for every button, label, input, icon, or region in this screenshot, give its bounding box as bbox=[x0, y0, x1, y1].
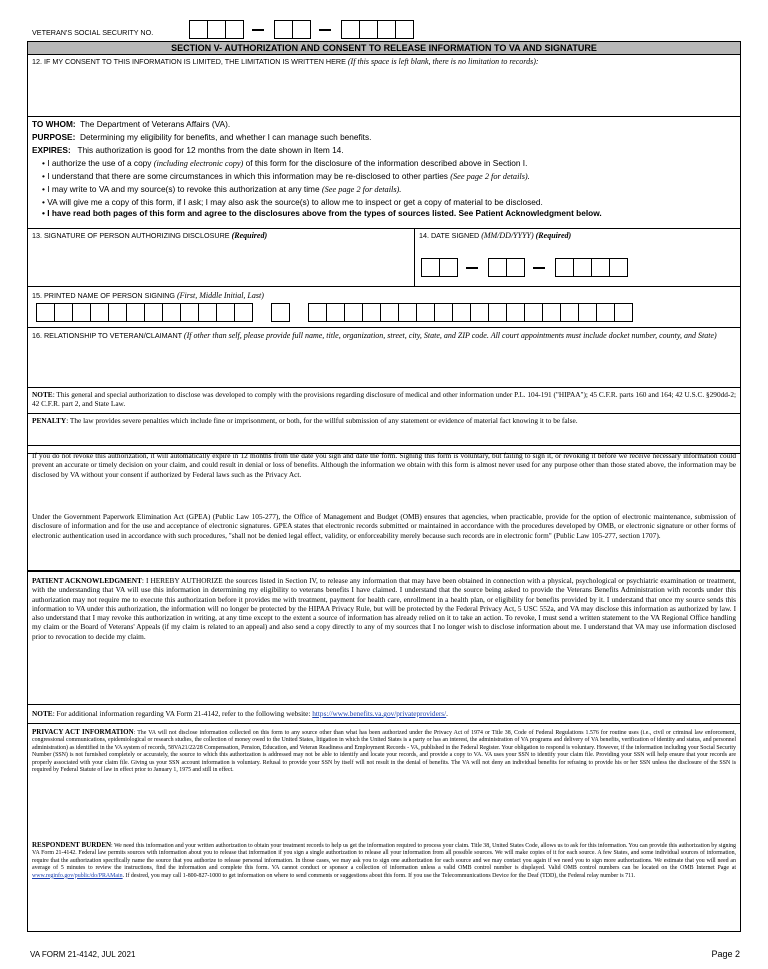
privacy-act-info: PRIVACY ACT INFORMATION: The VA will not disclose information collected on this form to any source other than what has been authorized under the Privacy Act of 1974 or Title 38, Code of Federal Regulations 1.576 for routine uses (i.e., civil or criminal law enforcement, congressional communications, epidemiological or research studies, the collection of money owed to the United States, litigation in which the United States is a party or has an interest, the administration of VA programs and delivery of VA benefits, verification of identity and status, and personnel administration) as identified in the VA system of records, 58VA21/22/28 Compensation, Pension, Education, and Veteran Readiness and Employment Records - VA, published in the Federal Register. Your obligation to respond is voluntary. However, if the information including your Social Security Number (SSN) is not furnished completely or accurately, the source to which this authorization is addressed may not be able to identify and locate your records, and provide a copy to VA. VA uses your SSN to identify your claim file. Providing your SSN will help ensure that your records are properly associated with your claim file. Giving us your SSN account information is voluntary. Refusal to provide your SSN by itself will not result in the denial of benefits. The VA will not deny an individual benefits for refusing to provide his or her SSN unless the disclosure of the SSN is required by Federal Statute of law in effect prior to January 1, 1975 and still in effect. bbox=[32, 728, 736, 774]
patient-acknowledgment: PATIENT ACKNOWLEDGMENT: I HEREBY AUTHORIZE the sources listed in Section IV, to release any information that may have been obtained in connection with a physical, psychological or psychiatric examination or treatment, with the understanding that VA will use this information in determining my eligibility to veterans benefits I have claimed. I understand that the source being asked to provide the Veterans Benefits Administration with records under this authorization may not require me to execute this authorization before it provides me with treatment, payment for health care, enrollment in a health plan, or eligibility for benefits provided by it. I understand that once my source sends this information to VA under this authorization, the information will no longer be protected by the HIPAA Privacy Rule, but will be protected by the Federal Privacy Act, 5 USC 552a, and VA may disclose this information as authorized by law. I also understand that I may revoke this authorization in writing, at any time except to the extent a source of information has already relied on it to take an action. To revoke, I must send a written statement to the VA Regional Office handling my claim or the Board of Veterans' Appeals (if my claim is related to an appeal) and also send a copy directly to any of my sources that I no longer wish to disclose information about me. I understand that VA may use information disclosed prior to revocation to decide my claim. bbox=[32, 576, 737, 641]
bullet-redisclosure: • I understand that there are some circumstances in which this information may be re-disclosed to other parties (See page 2 for details). bbox=[42, 171, 530, 181]
section-title: SECTION V- AUTHORIZATION AND CONSENT TO RELEASE INFORMATION TO VA AND SIGNATURE bbox=[28, 42, 740, 55]
penalty-notice: PENALTY: The law provides severe penalties which include fine or imprisonment, or both, for the willful submission of any statement or evidence of material fact knowing it to be false. bbox=[32, 416, 578, 425]
note-website: NOTE: For additional information regarding VA Form 21-4142, refer to the following website: https://www.benefits.va.gov/privateproviders/. bbox=[32, 709, 448, 718]
note-hipaa: NOTE: This general and special authorization to disclose was developed to comply with the provisions regarding disclosure of medical and other information under P.L. 104-191 ("HIPAA"); 45 C.F.R. parts 160 and 164; 42 U.S.C. §290dd-2; 42 C.F.R. part 2, and State Law. bbox=[32, 390, 736, 409]
bullet-agreement: • I have read both pages of this form and agree to the disclosures above from the types of sources listed. See Patient Acknowledgment below. bbox=[42, 208, 602, 218]
reginfo-link[interactable]: www.reginfo.gov/public/do/PRAMain bbox=[32, 872, 123, 879]
signature-field[interactable] bbox=[28, 240, 414, 286]
respondent-burden: RESPONDENT BURDEN: We need this information and your written authorization to obtain your treatment records to help us get the information required to process your claim. Title 38, United States Code, allows us to ask for this information. You can provide this authorization by signing VA Form 21-4142. Federal law permits sources with information about you to release that information if you sign a single authorization to release all your information from all possible sources. We will make copies of it for each source. A few States, and some individual sources of information, require that the authorization specifically name the source that you authorize to release personal information. In those cases, we may ask you to sign one authorization for each source and we may contact you again if we need you to sign more authorizations. We estimate that you will need an average of 5 minutes to review the instructions, find the information and complete this form. VA cannot conduct or sponsor a collection of information unless a valid OMB control number is displayed. Valid OMB control numbers can be located on the OMB Internet Page at www.reginfo.gov/public/do/PRAMain. If desired, you may call 1-800-827-1000 to get information on where to send comments or suggestions about this form. If you use the Telecommunications Device for the Deaf (TDD), the Federal relay number is 711. bbox=[32, 841, 736, 879]
date-signed-field[interactable] bbox=[421, 258, 627, 277]
purpose: PURPOSE: Determining my eligibility for benefits, and whether I can manage such benefits. bbox=[32, 132, 372, 142]
item13-label: 13. SIGNATURE OF PERSON AUTHORIZING DISCLOSURE (Required) bbox=[32, 231, 268, 240]
printed-name-field[interactable] bbox=[36, 303, 632, 322]
gpea-paragraph: Under the Government Paperwork Elimination Act (GPEA) (Public Law 105-277), the Office of Management and Budget (OMB) ensures that agencies, when practicable, provide for the option of electronic maintenance, submission of disclosure of information and for the use and acceptance of electronic signatures. GPEA states that electronic records submitted or maintained in accordance with the procedures developed by OMB, or electronic signature or other forms of electronic authentication used in accordance with such procedures, "shall not be denied legal effect, validity, or enforceability merely because such records are in electronic form" (Public Law 105-277, section 1707). bbox=[32, 512, 736, 540]
ssn-label: VETERAN'S SOCIAL SECURITY NO. bbox=[32, 28, 154, 37]
item12-label: 12. IF MY CONSENT TO THIS INFORMATION IS LIMITED, THE LIMITATION IS WRITTEN HERE (If this space is left blank, there is no limitation to records): bbox=[32, 57, 539, 66]
item16-label: 16. RELATIONSHIP TO VETERAN/CLAIMANT (If other than self, please provide full name, title, organization, street, city, State, and ZIP code. All court appointments must include docket number, county, and State) bbox=[32, 331, 717, 340]
item15-label: 15. PRINTED NAME OF PERSON SIGNING (First, Middle Initial, Last) bbox=[32, 291, 264, 300]
page-number: Page 2 bbox=[711, 949, 740, 959]
privateproviders-link[interactable]: https://www.benefits.va.gov/privateproviders/ bbox=[312, 709, 447, 718]
expires: EXPIRES: This authorization is good for 12 months from the date shown in Item 14. bbox=[32, 145, 344, 155]
bullet-electronic-copy: • I authorize the use of a copy (including electronic copy) of this form for the disclosure of the information described above in Section I. bbox=[42, 158, 528, 168]
item12-input[interactable] bbox=[28, 68, 740, 116]
bullet-revoke: • I may write to VA and my source(s) to revoke this authorization at any time (See page 2 for details). bbox=[42, 184, 402, 194]
form-id: VA FORM 21-4142, JUL 2021 bbox=[30, 950, 136, 959]
to-whom: TO WHOM: The Department of Veterans Affairs (VA). bbox=[32, 119, 231, 129]
bullet-copy: • VA will give me a copy of this form, if I ask; I may also ask the source(s) to allow me to inspect or get a copy of material to be disclosed. bbox=[42, 197, 543, 207]
relationship-field[interactable] bbox=[28, 355, 740, 387]
item14-label: 14. DATE SIGNED (MM/DD/YYYY) (Required) bbox=[419, 231, 572, 240]
revoke-paragraph: If you do not revoke this authorization, it will automatically expire in 12 months from the date you sign and date the form. Signing this form is voluntary, but failing to sign it, or revoking it before we receive necessary information could prevent an accurate or timely decision on your claim, and could result in denial or loss of benefits. Although the information we obtain with this form is almost never used for any purpose other than those stated above, the information may be disclosed by VA without your consent if authorized by Federal laws such as the Privacy Act. bbox=[32, 451, 736, 479]
ssn-field[interactable] bbox=[189, 20, 413, 39]
